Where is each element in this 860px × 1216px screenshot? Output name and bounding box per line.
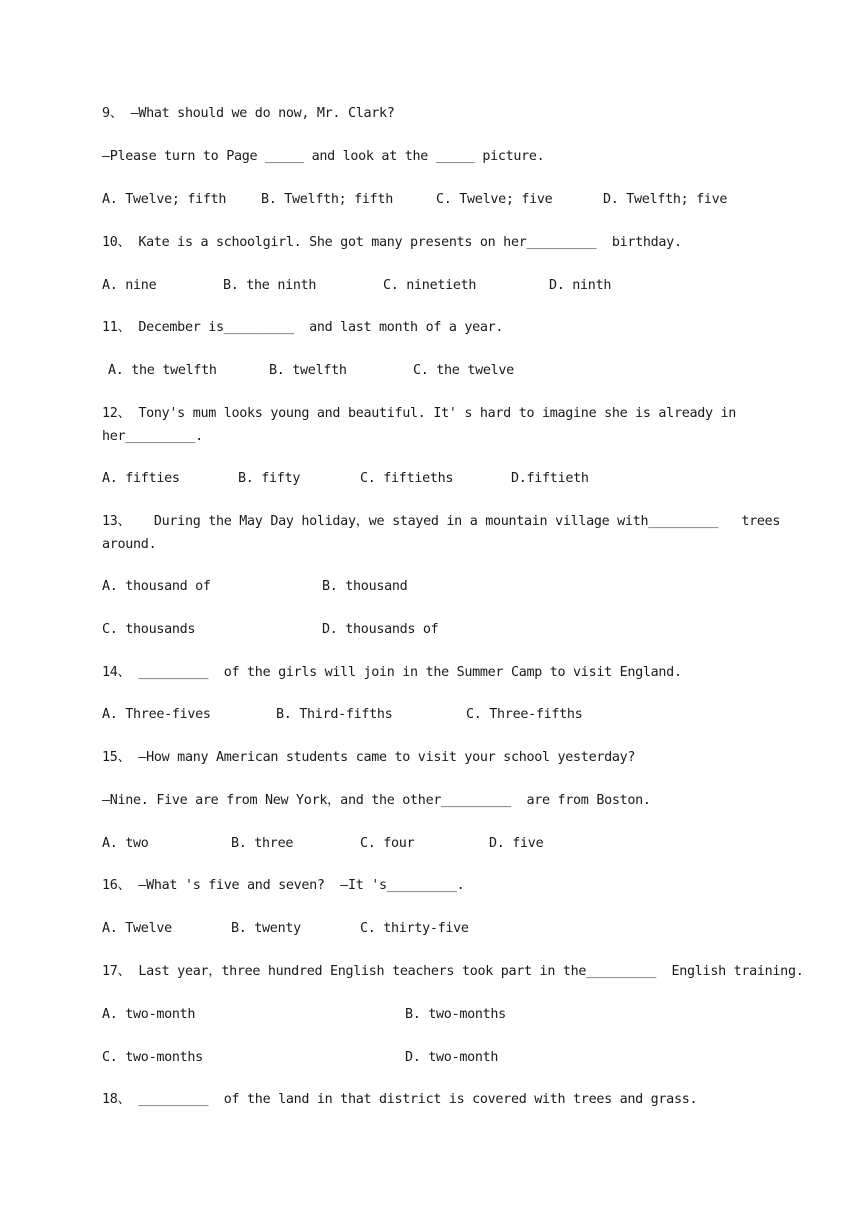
question-13-option-d: D. thousands of (322, 622, 439, 637)
question-12-stem-line-2: her_________. (102, 429, 203, 444)
question-17-option-c: C. two-months (102, 1050, 203, 1065)
question-9-option-a: A. Twelve; fifth (102, 192, 227, 207)
question-15-option-c: C. four (360, 836, 415, 851)
question-15-option-a: A. two (102, 836, 149, 851)
question-10-stem: 10、 Kate is a schoolgirl. She got many presents on her_________ birthday. (102, 235, 682, 250)
question-14-option-b: B. Third-fifths (276, 707, 393, 722)
question-11-option-c: C. the twelve (413, 363, 514, 378)
question-13-stem-line-2: around. (102, 537, 157, 552)
question-15-option-d: D. five (489, 836, 544, 851)
question-10-option-a: A. nine (102, 278, 157, 293)
question-12-stem: 12、 Tony's mum looks young and beautiful. It' s hard to imagine she is already in (102, 406, 737, 421)
question-12-option-b: B. fifty (238, 471, 301, 486)
question-13-option-b: B. thousand (322, 579, 408, 594)
question-10-option-c: C. ninetieth (383, 278, 477, 293)
question-17-option-b: B. two-months (405, 1007, 506, 1022)
question-16-option-c: C. thirty-five (360, 921, 469, 936)
question-12-option-a: A. fifties (102, 471, 180, 486)
question-17-option-d: D. two-month (405, 1050, 499, 1065)
question-15-stem: 15、 —How many American students came to visit your school yesterday? (102, 750, 636, 765)
question-9-option-c: C. Twelve; five (436, 192, 553, 207)
question-15-stem-line-2: —Nine. Five are from New York，and the other_________ are from Boston. (102, 793, 651, 808)
question-13-option-a: A. thousand of (102, 579, 211, 594)
question-11-stem: 11、 December is_________ and last month of a year. (102, 320, 504, 335)
question-15-option-b: B. three (231, 836, 294, 851)
question-16-option-a: A. Twelve (102, 921, 172, 936)
question-16-stem: 16、 —What 's five and seven? —It 's_________. (102, 878, 465, 893)
question-12-option-d: D.fiftieth (511, 471, 589, 486)
question-17-option-a: A. two-month (102, 1007, 196, 1022)
question-18-stem: 18、 _________ of the land in that district is covered with trees and grass. (102, 1092, 698, 1107)
question-17-stem: 17、 Last year，three hundred English teachers took part in the_________ English training. (102, 964, 804, 979)
question-14-option-c: C. Three-fifths (466, 707, 583, 722)
question-9-stem-line-2: —Please turn to Page _____ and look at the _____ picture. (102, 149, 545, 164)
question-13-stem: 13、 During the May Day holiday，we stayed in a mountain village with_________ trees (102, 514, 781, 529)
question-10-option-b: B. the ninth (223, 278, 317, 293)
question-16-option-b: B. twenty (231, 921, 301, 936)
question-12-option-c: C. fiftieths (360, 471, 454, 486)
question-11-option-a: A. the twelfth (108, 363, 217, 378)
question-14-stem: 14、 _________ of the girls will join in the Summer Camp to visit England. (102, 665, 682, 680)
question-14-option-a: A. Three-fives (102, 707, 211, 722)
question-9-option-d: D. Twelfth; five (603, 192, 728, 207)
question-10-option-d: D. ninth (549, 278, 612, 293)
question-9-option-b: B. Twelfth; fifth (261, 192, 393, 207)
question-9-stem: 9、 —What should we do now, Mr. Clark? (102, 106, 395, 121)
question-11-option-b: B. twelfth (269, 363, 347, 378)
question-13-option-c: C. thousands (102, 622, 196, 637)
